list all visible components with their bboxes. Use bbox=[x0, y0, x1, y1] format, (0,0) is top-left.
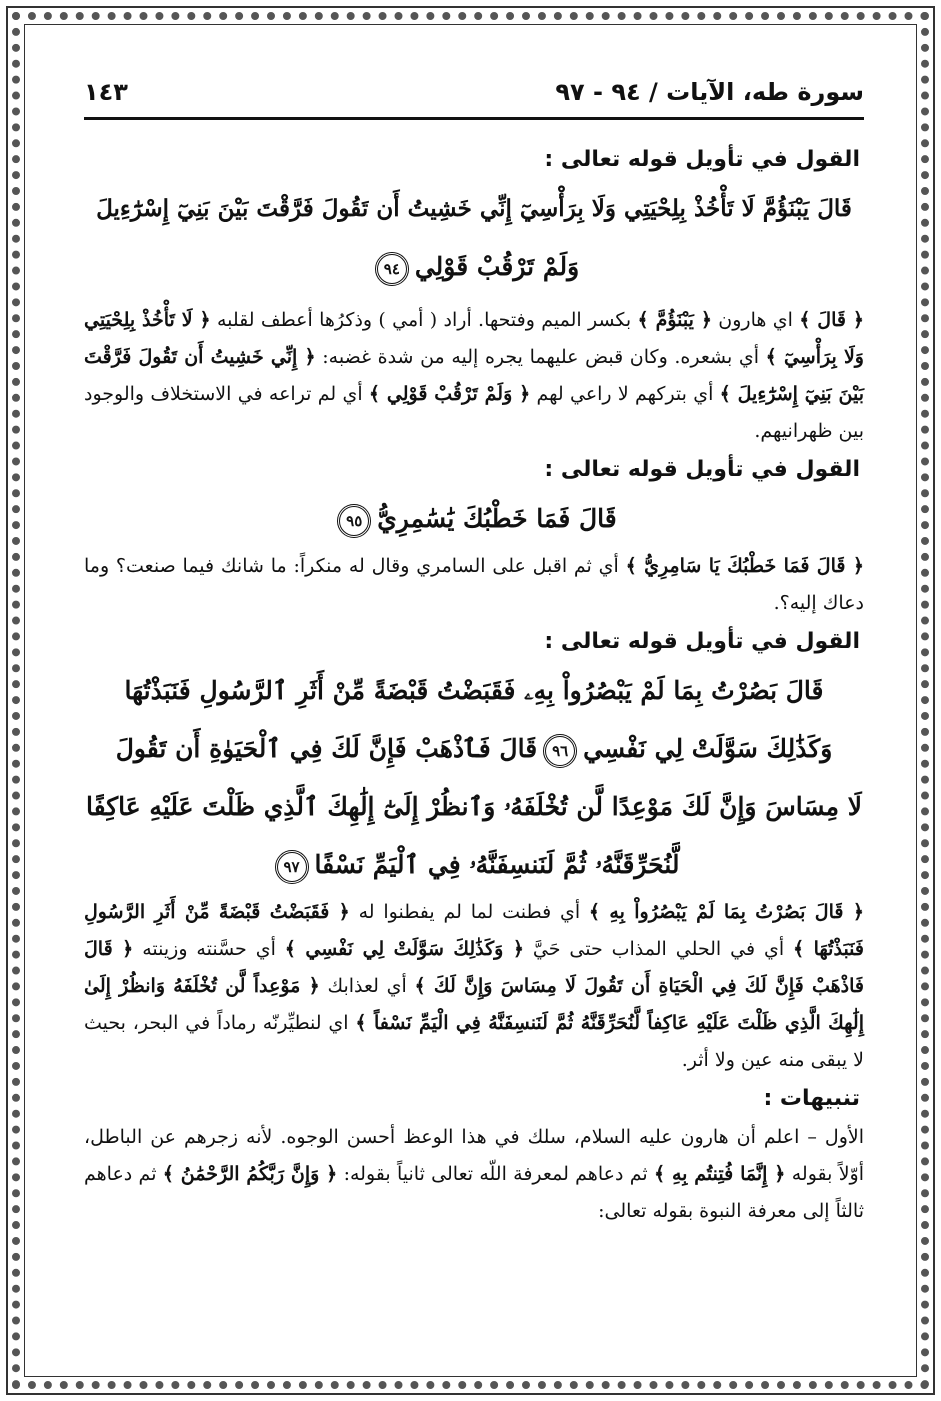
section-heading: تنبيهات : bbox=[763, 1086, 860, 1111]
commentary-text: أي لعذابك bbox=[319, 975, 415, 997]
commentary-text: ثم دعاهم ثالثاً إلى معرفة النبوة بقوله تعالى: bbox=[84, 1163, 864, 1222]
commentary-paragraph bbox=[84, 302, 864, 450]
verse-text: قَالَ فَٱذْهَبْ فَإِنَّ لَكَ فِي ٱلْحَيَوٰةِ أَن تَقُولَ bbox=[115, 734, 538, 763]
section-heading: القول في تأويل قوله تعالى : bbox=[544, 457, 860, 482]
quranic-quote: ﴿ لَا تَأْخُذْ بِلِحْيَتِي وَلَا بِرَأْسِيٓ ﴾ bbox=[84, 309, 864, 368]
ayah-number-marker: ٩٦ bbox=[543, 734, 577, 768]
quranic-quote: ﴿ وَإِنَّ رَبَّكُمُ الرَّحْمَٰنُ ﴾ bbox=[162, 1163, 338, 1185]
ayah-number-marker: ٩٧ bbox=[275, 850, 309, 884]
commentary-paragraph bbox=[84, 548, 864, 622]
page-body bbox=[84, 140, 864, 1230]
ayah-number-marker: ٩٤ bbox=[375, 252, 409, 286]
page-number: ١٤٣ bbox=[84, 78, 128, 106]
quranic-quote: ﴿ وَلَمْ تَرْقُبْ قَوْلِي ﴾ bbox=[368, 383, 531, 405]
commentary-text: أي بشعره. وكان قبض عليهما يجره إليه من شدة غضبه: bbox=[315, 346, 766, 368]
section-heading: القول في تأويل قوله تعالى : bbox=[544, 629, 860, 654]
verse-text: لَّنُحَرِّقَنَّهُۥ ثُمَّ لَنَنسِفَنَّهُۥ فِي ٱلْيَمِّ نَسْفًا bbox=[314, 850, 680, 879]
quranic-quote: ﴿ قَالَ فَمَا خَطْبُكَ يَا سَامِرِيُّ ﴾ bbox=[625, 555, 864, 577]
commentary-paragraph bbox=[84, 894, 864, 1079]
surah-title: سورة طه، الآيات / ٩٤ - ٩٧ bbox=[555, 78, 864, 106]
quranic-quote: ﴿ قَالَ بَصُرْتُ بِمَا لَمْ يَبْصُرُواْ بِهِ ﴾ bbox=[588, 901, 864, 923]
quranic-quote: ﴿ مَوْعِداً لَّن تُخْلَفَهُ وَانظُرْ إِلَىٰ إِلَٰهِكَ الَّذِي ظَلْتَ عَلَيْهِ عَاكِفاً لَّنُحَرِّقَنَّهُ ثُمَّ لَنَنسِفَنَّهُ فِي الْيَمِّ نَسْفاً ﴾ bbox=[84, 975, 864, 1034]
commentary-text: أي لم تراعه في الاستخلاف والوجود بين ظهرانيهم. bbox=[84, 383, 864, 442]
commentary-text: أي بتركهم لا راعي لهم bbox=[530, 383, 720, 405]
ayah-number-marker: ٩٥ bbox=[337, 504, 371, 538]
book-page bbox=[84, 60, 864, 1350]
quranic-quote: ﴿ وَكَذَٰلِكَ سَوَّلَتْ لِي نَفْسِي ﴾ bbox=[284, 938, 524, 960]
verse-text: وَلَمْ تَرْقُبْ قَوْلِي bbox=[414, 252, 580, 281]
verse-line bbox=[84, 238, 864, 296]
quranic-quote: ﴿ قَالَ فَاذْهَبْ فَإِنَّ لَكَ فِي الْحَيَاةِ أَن تَقُولَ لَا مِسَاسَ وَإِنَّ لَكَ ﴾ bbox=[84, 938, 864, 997]
commentary-text: اي هارون bbox=[711, 309, 800, 331]
quranic-quote: ﴿ إِنَّمَا فُتِنتُم بِهِ ﴾ bbox=[653, 1163, 786, 1185]
commentary-text: أي في الحلي المذاب حتى حَيَّ bbox=[523, 938, 794, 960]
commentary-text: أي حسَّنته وزينته bbox=[133, 938, 285, 960]
verse-text: قَالَ فَمَا خَطْبُكَ يَٰسَٰمِرِيُّ bbox=[377, 504, 617, 533]
commentary-text: بكسر الميم وفتحها. أراد ( أمي ) وذكرُها أعطف لقلبه bbox=[210, 309, 638, 331]
commentary-text: أي فطنت لما لم يفطنوا له bbox=[349, 901, 589, 923]
verse-line bbox=[84, 490, 864, 548]
quranic-quote: ﴿ إِنِّي خَشِيتُ أَن تَقُولَ فَرَّقْتَ بَيْنَ بَنِيٓ إِسْرَٰٓءِيلَ ﴾ bbox=[84, 346, 865, 405]
verse-line bbox=[84, 720, 864, 778]
quranic-quote: ﴿ يَبْنَؤُمَّ ﴾ bbox=[637, 309, 712, 331]
verse-block bbox=[84, 180, 864, 296]
commentary-text: أي ثم اقبل على السامري وقال له منكراً: ما شانك فيما صنعت؟ وما دعاك إليه؟. bbox=[84, 555, 864, 614]
commentary-text: الأول – اعلم أن هارون عليه السلام، سلك في هذا الوعظ أحسن الوجوه. لأنه زجرهم عن الباطل، أوّلاً بقوله bbox=[84, 1126, 865, 1185]
commentary-text: اي لنطيِّرنّه رماداً في البحر، بحيث لا يبقى منه عين ولا أثر. bbox=[84, 1012, 864, 1071]
running-header bbox=[84, 70, 864, 114]
verse-line: قَالَ بَصُرْتُ بِمَا لَمْ يَبْصُرُواْ بِهِۦ فَقَبَضْتُ قَبْضَةً مِّنْ أَثَرِ ٱلرَّسُولِ فَنَبَذْتُهَا bbox=[124, 676, 824, 705]
verse-block bbox=[84, 490, 864, 548]
verse-text: وَكَذَٰلِكَ سَوَّلَتْ لِي نَفْسِي bbox=[583, 734, 833, 763]
quranic-quote: ﴿ قَالَ ﴾ bbox=[799, 309, 864, 331]
verse-block bbox=[84, 662, 864, 894]
quranic-quote: ﴿ فَقَبَضْتُ قَبْضَةً مِّنْ أَثَرِ الرَّسُولِ فَنَبَذْتُهَا ﴾ bbox=[84, 901, 864, 960]
verse-line: لَا مِسَاسَ وَإِنَّ لَكَ مَوْعِدًا لَّن تُخْلَفَهُۥ وَٱنظُرْ إِلَىٰٓ إِلَٰهِكَ ٱلَّذِي ظَلْتَ عَلَيْهِ عَاكِفًا bbox=[86, 792, 862, 821]
verse-line: قَالَ يَبْنَؤُمَّ لَا تَأْخُذْ بِلِحْيَتِي وَلَا بِرَأْسِيٓ إِنِّي خَشِيتُ أَن تَقُولَ فَرَّقْتَ بَيْنَ بَنِيٓ إِسْرَٰٓءِيلَ bbox=[96, 195, 852, 222]
verse-line bbox=[84, 836, 864, 894]
header-rule bbox=[84, 117, 864, 120]
section-heading: القول في تأويل قوله تعالى : bbox=[544, 147, 860, 172]
commentary-text: ثم دعاهم لمعرفة اللّه تعالى ثانياً بقوله: bbox=[337, 1163, 654, 1185]
commentary-paragraph bbox=[84, 1119, 864, 1230]
